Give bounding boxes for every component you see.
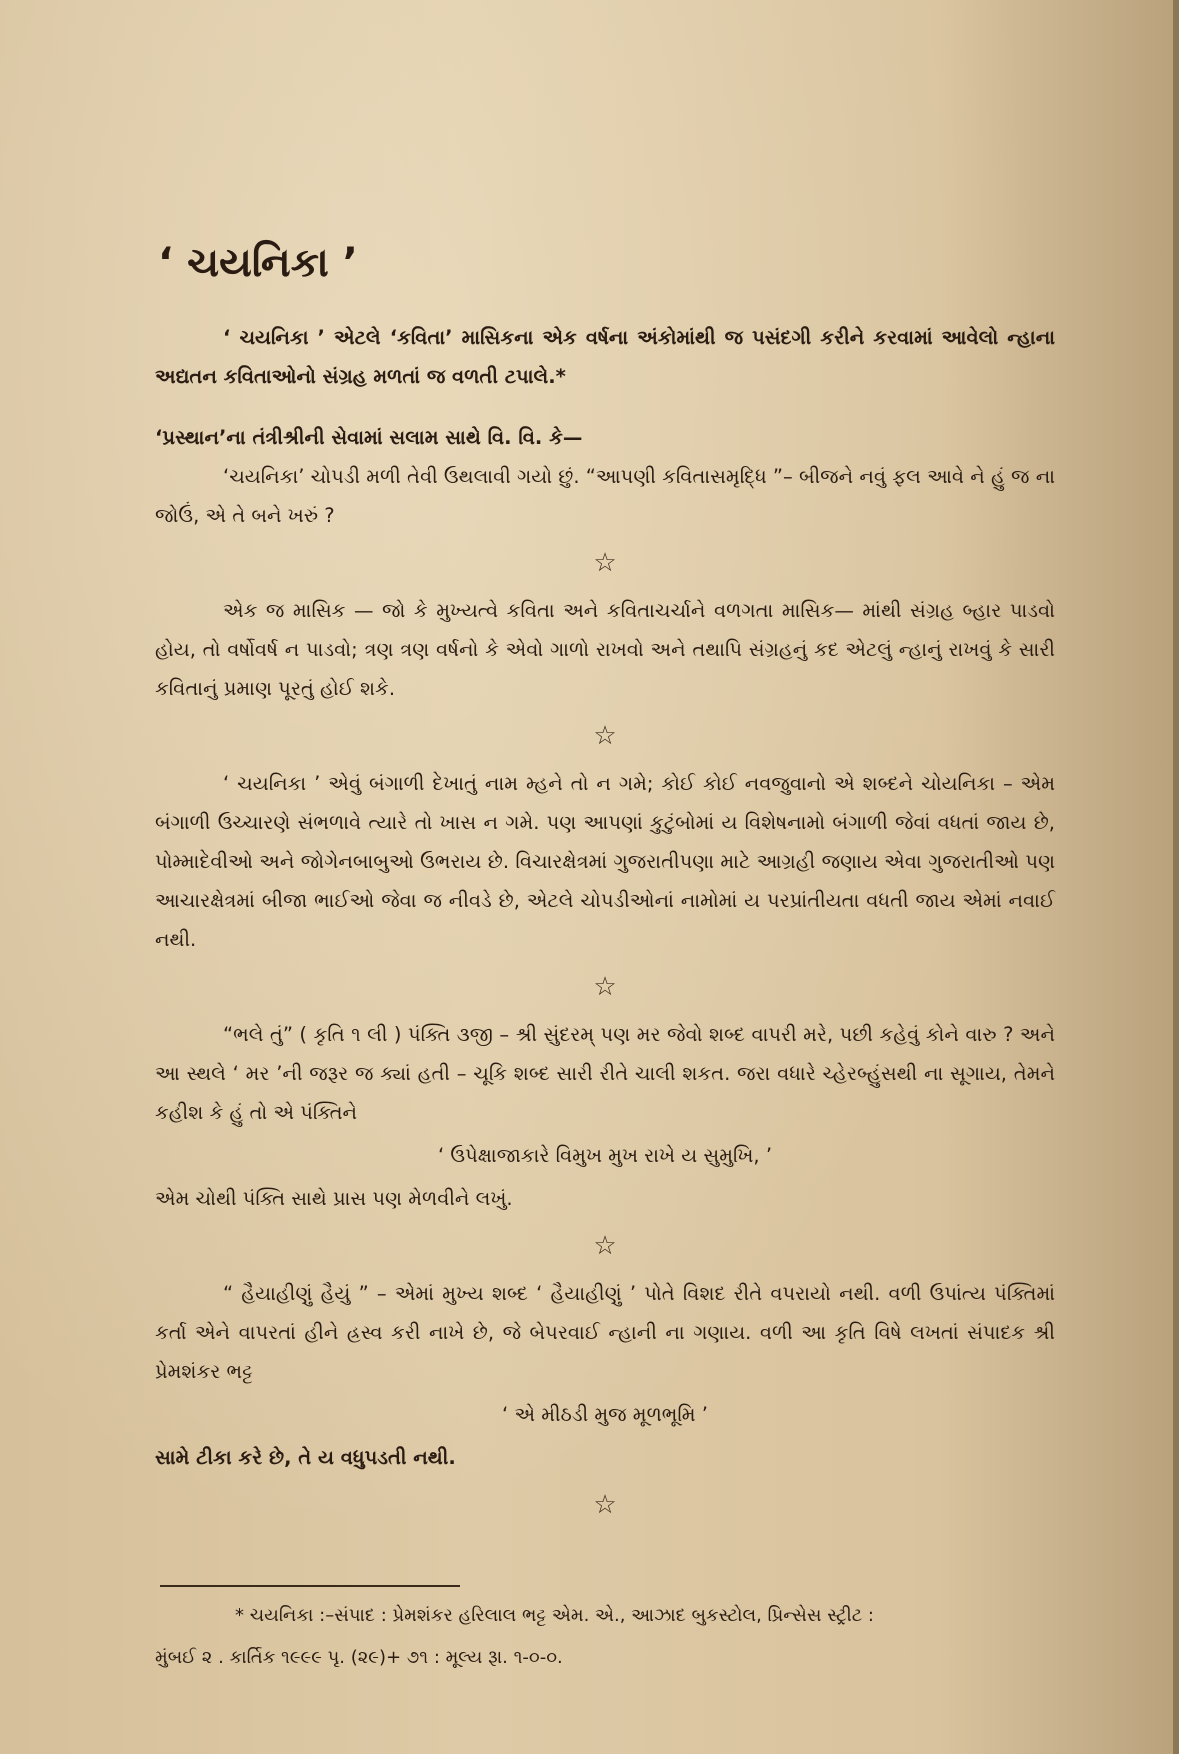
letter-salutation: ‘પ્રસ્થાન’ના તંત્રીશ્રીની સેવામાં સલામ સાથે વિ. વિ. કે— [155,426,583,449]
paragraph-3: “ભલે તું” ( કૃતિ ૧ લી ) પંક્તિ ૩જી – શ્રી સુંદરમ્ પણ મર જેવો શબ્દ વાપરી મરે, પછી કહેવું કોને વારુ ? અને આ સ્થલે ‘ મર ’ની જરૂર જ ક્યાં હતી – ચૂકિ શબ્દ સારી રીતે ચાલી શકત. જરા વધારે ચ્હેરબ્હુંસથી ના સૂગાય, તેમને કહીશ કે હું તો એ પંક્તિને [155,1023,1055,1124]
star-divider: ☆ [593,1231,617,1261]
letter-body: ‘ચયનિકા’ ચોપડી મળી તેવી ઉથલાવી ગયો છું. “આપણી કવિતાસમૃદ્ધિ ”– બીજને નવું ફલ આવે ને હું જ ના જોઉં, એ તે બને ખરું ? [155,465,1055,527]
footnote-divider [160,1585,460,1587]
paragraph-4: “ હૈયાહીણું હૈયું ” – એમાં મુખ્ય શબ્દ ‘ હૈયાહીણું ’ પોતે વિશદ રીતે વપરાયો નથી. વળી ઉપાંત્ય પંક્તિમાં કર્તા એને વાપરતાં હીને હ્રસ્વ કરી નાખે છે, જે બેપરવાઈ ન્હાની ના ગણાય. વળી આ કૃતિ વિષે લખતાં સંપાદક શ્રી પ્રેમશંકર ભટ્ટ [155,1282,1055,1383]
star-divider: ☆ [593,972,617,1002]
star-divider: ☆ [593,1490,617,1520]
star-divider: ☆ [593,548,617,578]
star-divider: ☆ [593,721,617,751]
paragraph-2: ‘ ચયનિકા ’ એવું બંગાળી દેખાતું નામ મ્હને તો ન ગમે; કોઈ કોઈ નવજુવાનો એ શબ્દને ચોયનિકા – એમ બંગાળી ઉચ્ચારણે સંભળાવે ત્યારે તો ખાસ ન ગમે. પણ આપણાં કુટુંબોમાં ય વિશેષનામો બંગાળી જેવાં વધતાં જાય છે, પોમ્માદેવીઓ અને જોગેનબાબુઓ ઉભરાય છે. વિચારક્ષેત્રમાં ગુજરાતીપણા માટે આગ્રહી જણાય એવા ગુજરાતીઓ પણ આચારક્ષેત્રમાં બીજા ભાઈઓ જેવા જ નીવડે છે, એટલે ચોપડીઓનાં નામોમાં ય પરપ્રાંતીયતા વધતી જાય એમાં નવાઈ નથી. [155,772,1055,951]
paragraph-3-end: એમ ચોથી પંક્તિ સાથે પ્રાસ પણ મેળવીને લખું. [155,1187,513,1210]
quoted-line: ‘ એ મીઠડી મુજ મૂળભૂમિ ’ [502,1403,708,1426]
intro-paragraph: ‘ ચયનિકા ’ એટલે ‘કવિતા’ માસિકના એક વર્ષના અંકોમાંથી જ પસંદગી કરીને કરવામાં આવેલો ન્હાના અદ્યતન કવિતાઓનો સંગ્રહ મળતાં જ વળતી ટપાલે.* [155,326,1055,388]
footnote-line-2: મુંબઈ ૨ . કાર્તિક ૧૯૯૯ પૃ. (૨૯)+ ૭૧ : મૂલ્ય રૂા. ૧-૦-૦. [155,1647,563,1668]
footnote [155,1595,1055,1679]
page-title: ‘ ચયનિકા ’ [158,240,358,286]
paragraph-4-end: સામે ટીકા કરે છે, તે ય વધુપડતી નથી. [155,1446,456,1469]
footnote-line-1: * ચયનિકા :–સંપાદ : પ્રેમશંકર હરિલાલ ભટ્ટ એમ. એ., આઝાદ બુકસ્ટોલ, પ્રિન્સેસ સ્ટ્રીટ : [235,1605,874,1626]
paragraph-1: એક જ માસિક — જો કે મુખ્યત્વે કવિતા અને કવિતાચર્ચાને વળગતા માસિક— માંથી સંગ્રહ બ્હાર પાડવો હોય, તો વર્ષોવર્ષ ન પાડવો; ત્રણ ત્રણ વર્ષનો કે એવો ગાળો રાખવો અને તથાપિ સંગ્રહનું કદ એટલું ન્હાનું રાખવું કે સારી કવિતાનું પ્રમાણ પૂરતું હોઈ શકે. [155,599,1055,700]
quoted-line: ‘ ઉપેક્ષાજાકારે વિમુખ મુખ રાખે ય સુમુખિ, ’ [437,1144,773,1167]
article-body [155,318,1055,1533]
